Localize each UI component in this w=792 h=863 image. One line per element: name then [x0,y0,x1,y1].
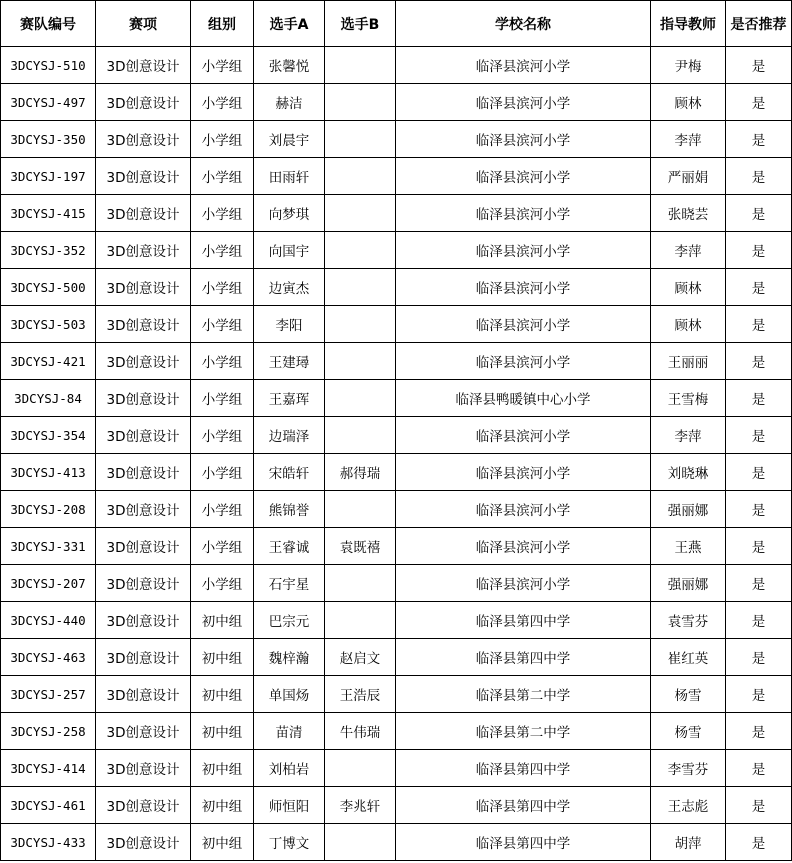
cell-player-b [325,824,396,861]
table-row [1,158,792,195]
cell-school: 临泽县滨河小学 [396,84,651,121]
cell-recommended: 是 [726,528,792,565]
cell-teacher: 李萍 [651,121,726,158]
header-team-id: 赛队编号 [1,1,96,47]
cell-team-id: 3DCYSJ-208 [1,491,96,528]
cell-school: 临泽县第二中学 [396,676,651,713]
cell-team-id: 3DCYSJ-510 [1,47,96,84]
table-row [1,47,792,84]
cell-team-id: 3DCYSJ-414 [1,750,96,787]
cell-group: 小学组 [191,528,254,565]
cell-player-b: 赵启文 [325,639,396,676]
cell-player-b [325,195,396,232]
cell-school: 临泽县第四中学 [396,602,651,639]
cell-team-id: 3DCYSJ-413 [1,454,96,491]
cell-group: 小学组 [191,491,254,528]
cell-player-a: 苗清 [254,713,325,750]
cell-player-a: 张馨悦 [254,47,325,84]
cell-group: 小学组 [191,121,254,158]
cell-player-b [325,602,396,639]
cell-team-id: 3DCYSJ-440 [1,602,96,639]
table-row [1,84,792,121]
cell-player-b [325,491,396,528]
cell-team-id: 3DCYSJ-197 [1,158,96,195]
cell-team-id: 3DCYSJ-415 [1,195,96,232]
cell-event: 3D创意设计 [96,121,191,158]
cell-recommended: 是 [726,454,792,491]
cell-recommended: 是 [726,602,792,639]
cell-team-id: 3DCYSJ-350 [1,121,96,158]
table-row [1,713,792,750]
table-row [1,380,792,417]
cell-school: 临泽县鸭暖镇中心小学 [396,380,651,417]
cell-group: 初中组 [191,824,254,861]
table-row [1,343,792,380]
cell-player-b [325,750,396,787]
cell-teacher: 强丽娜 [651,491,726,528]
cell-team-id: 3DCYSJ-500 [1,269,96,306]
cell-school: 临泽县滨河小学 [396,195,651,232]
cell-player-a: 李阳 [254,306,325,343]
cell-teacher: 刘晓琳 [651,454,726,491]
cell-school: 临泽县第四中学 [396,824,651,861]
cell-player-a: 刘晨宇 [254,121,325,158]
cell-recommended: 是 [726,787,792,824]
cell-teacher: 顾林 [651,84,726,121]
cell-player-b [325,47,396,84]
cell-group: 小学组 [191,417,254,454]
cell-event: 3D创意设计 [96,750,191,787]
cell-group: 小学组 [191,158,254,195]
cell-recommended: 是 [726,47,792,84]
cell-group: 初中组 [191,639,254,676]
cell-player-a: 师恒阳 [254,787,325,824]
cell-recommended: 是 [726,158,792,195]
cell-event: 3D创意设计 [96,787,191,824]
cell-recommended: 是 [726,417,792,454]
cell-team-id: 3DCYSJ-84 [1,380,96,417]
cell-player-b [325,121,396,158]
cell-player-a: 田雨轩 [254,158,325,195]
table-row [1,565,792,602]
cell-group: 初中组 [191,787,254,824]
cell-event: 3D创意设计 [96,269,191,306]
table-row [1,306,792,343]
cell-team-id: 3DCYSJ-354 [1,417,96,454]
cell-event: 3D创意设计 [96,565,191,602]
cell-player-b [325,380,396,417]
cell-team-id: 3DCYSJ-461 [1,787,96,824]
cell-recommended: 是 [726,306,792,343]
cell-player-b [325,232,396,269]
cell-school: 临泽县第二中学 [396,713,651,750]
cell-player-b [325,343,396,380]
header-group: 组别 [191,1,254,47]
header-player-a: 选手A [254,1,325,47]
cell-group: 初中组 [191,602,254,639]
cell-event: 3D创意设计 [96,824,191,861]
cell-event: 3D创意设计 [96,380,191,417]
cell-player-b [325,306,396,343]
cell-event: 3D创意设计 [96,343,191,380]
cell-team-id: 3DCYSJ-433 [1,824,96,861]
cell-team-id: 3DCYSJ-503 [1,306,96,343]
cell-school: 临泽县滨河小学 [396,454,651,491]
cell-recommended: 是 [726,824,792,861]
cell-event: 3D创意设计 [96,528,191,565]
header-school: 学校名称 [396,1,651,47]
table-row [1,787,792,824]
cell-teacher: 顾林 [651,306,726,343]
cell-school: 临泽县滨河小学 [396,47,651,84]
cell-group: 初中组 [191,750,254,787]
cell-group: 小学组 [191,84,254,121]
cell-school: 临泽县第四中学 [396,750,651,787]
cell-player-a: 石宇星 [254,565,325,602]
cell-recommended: 是 [726,491,792,528]
table-row [1,639,792,676]
table-row [1,824,792,861]
cell-player-a: 魏梓瀚 [254,639,325,676]
cell-teacher: 严丽娟 [651,158,726,195]
cell-event: 3D创意设计 [96,84,191,121]
cell-event: 3D创意设计 [96,713,191,750]
cell-teacher: 袁雪芬 [651,602,726,639]
cell-teacher: 胡萍 [651,824,726,861]
cell-school: 临泽县滨河小学 [396,491,651,528]
cell-player-a: 熊锦誉 [254,491,325,528]
cell-player-b [325,269,396,306]
cell-school: 临泽县滨河小学 [396,158,651,195]
cell-team-id: 3DCYSJ-257 [1,676,96,713]
header-player-b: 选手B [325,1,396,47]
cell-group: 初中组 [191,713,254,750]
cell-event: 3D创意设计 [96,158,191,195]
cell-player-a: 宋皓轩 [254,454,325,491]
cell-group: 小学组 [191,454,254,491]
cell-player-a: 刘柏岩 [254,750,325,787]
cell-player-a: 向国宇 [254,232,325,269]
cell-group: 小学组 [191,343,254,380]
cell-school: 临泽县第四中学 [396,639,651,676]
table-row [1,602,792,639]
cell-recommended: 是 [726,565,792,602]
cell-team-id: 3DCYSJ-421 [1,343,96,380]
table-row [1,232,792,269]
cell-player-b [325,84,396,121]
cell-event: 3D创意设计 [96,602,191,639]
cell-team-id: 3DCYSJ-331 [1,528,96,565]
cell-recommended: 是 [726,121,792,158]
cell-teacher: 王雪梅 [651,380,726,417]
table-row [1,269,792,306]
cell-school: 临泽县滨河小学 [396,565,651,602]
cell-teacher: 杨雪 [651,713,726,750]
cell-event: 3D创意设计 [96,639,191,676]
table-body [1,47,792,861]
table-row [1,454,792,491]
cell-event: 3D创意设计 [96,676,191,713]
cell-teacher: 杨雪 [651,676,726,713]
cell-teacher: 强丽娜 [651,565,726,602]
cell-school: 临泽县第四中学 [396,787,651,824]
cell-player-a: 王建璕 [254,343,325,380]
cell-player-a: 王嘉珲 [254,380,325,417]
cell-recommended: 是 [726,343,792,380]
cell-recommended: 是 [726,84,792,121]
cell-recommended: 是 [726,269,792,306]
cell-recommended: 是 [726,195,792,232]
cell-player-a: 边寅杰 [254,269,325,306]
cell-recommended: 是 [726,750,792,787]
cell-teacher: 王燕 [651,528,726,565]
cell-player-a: 边瑞泽 [254,417,325,454]
cell-player-a: 丁博文 [254,824,325,861]
cell-event: 3D创意设计 [96,454,191,491]
table-row [1,121,792,158]
cell-player-b [325,417,396,454]
cell-player-a: 王睿诚 [254,528,325,565]
cell-player-b [325,565,396,602]
cell-event: 3D创意设计 [96,47,191,84]
cell-event: 3D创意设计 [96,306,191,343]
cell-teacher: 王丽丽 [651,343,726,380]
cell-group: 小学组 [191,306,254,343]
cell-player-b: 郝得瑞 [325,454,396,491]
cell-recommended: 是 [726,639,792,676]
cell-player-b: 李兆轩 [325,787,396,824]
cell-teacher: 李萍 [651,232,726,269]
cell-event: 3D创意设计 [96,417,191,454]
cell-player-a: 赫洁 [254,84,325,121]
table-row [1,676,792,713]
table-row [1,750,792,787]
cell-player-a: 向梦琪 [254,195,325,232]
cell-team-id: 3DCYSJ-258 [1,713,96,750]
cell-event: 3D创意设计 [96,491,191,528]
cell-group: 小学组 [191,565,254,602]
cell-team-id: 3DCYSJ-463 [1,639,96,676]
cell-group: 小学组 [191,269,254,306]
cell-team-id: 3DCYSJ-207 [1,565,96,602]
cell-group: 小学组 [191,195,254,232]
cell-school: 临泽县滨河小学 [396,306,651,343]
cell-teacher: 李雪芬 [651,750,726,787]
cell-school: 临泽县滨河小学 [396,269,651,306]
header-recommended: 是否推荐 [726,1,792,47]
cell-recommended: 是 [726,676,792,713]
cell-player-a: 单国炀 [254,676,325,713]
cell-player-a: 巴宗元 [254,602,325,639]
cell-event: 3D创意设计 [96,232,191,269]
header-teacher: 指导教师 [651,1,726,47]
header-row [1,1,792,47]
cell-player-b: 牛伟瑞 [325,713,396,750]
cell-recommended: 是 [726,232,792,269]
cell-event: 3D创意设计 [96,195,191,232]
cell-school: 临泽县滨河小学 [396,121,651,158]
table-row [1,491,792,528]
cell-group: 小学组 [191,380,254,417]
cell-player-b [325,158,396,195]
cell-teacher: 顾林 [651,269,726,306]
cell-teacher: 王志彪 [651,787,726,824]
cell-school: 临泽县滨河小学 [396,343,651,380]
cell-teacher: 张晓芸 [651,195,726,232]
cell-group: 小学组 [191,47,254,84]
cell-group: 小学组 [191,232,254,269]
table-row [1,528,792,565]
cell-team-id: 3DCYSJ-352 [1,232,96,269]
header-event: 赛项 [96,1,191,47]
cell-school: 临泽县滨河小学 [396,417,651,454]
cell-school: 临泽县滨河小学 [396,528,651,565]
cell-teacher: 尹梅 [651,47,726,84]
cell-school: 临泽县滨河小学 [396,232,651,269]
cell-recommended: 是 [726,380,792,417]
table-row [1,195,792,232]
cell-recommended: 是 [726,713,792,750]
cell-group: 初中组 [191,676,254,713]
cell-player-b: 王浩辰 [325,676,396,713]
cell-player-b: 袁既禧 [325,528,396,565]
cell-team-id: 3DCYSJ-497 [1,84,96,121]
cell-teacher: 李萍 [651,417,726,454]
cell-teacher: 崔红英 [651,639,726,676]
table-row [1,417,792,454]
